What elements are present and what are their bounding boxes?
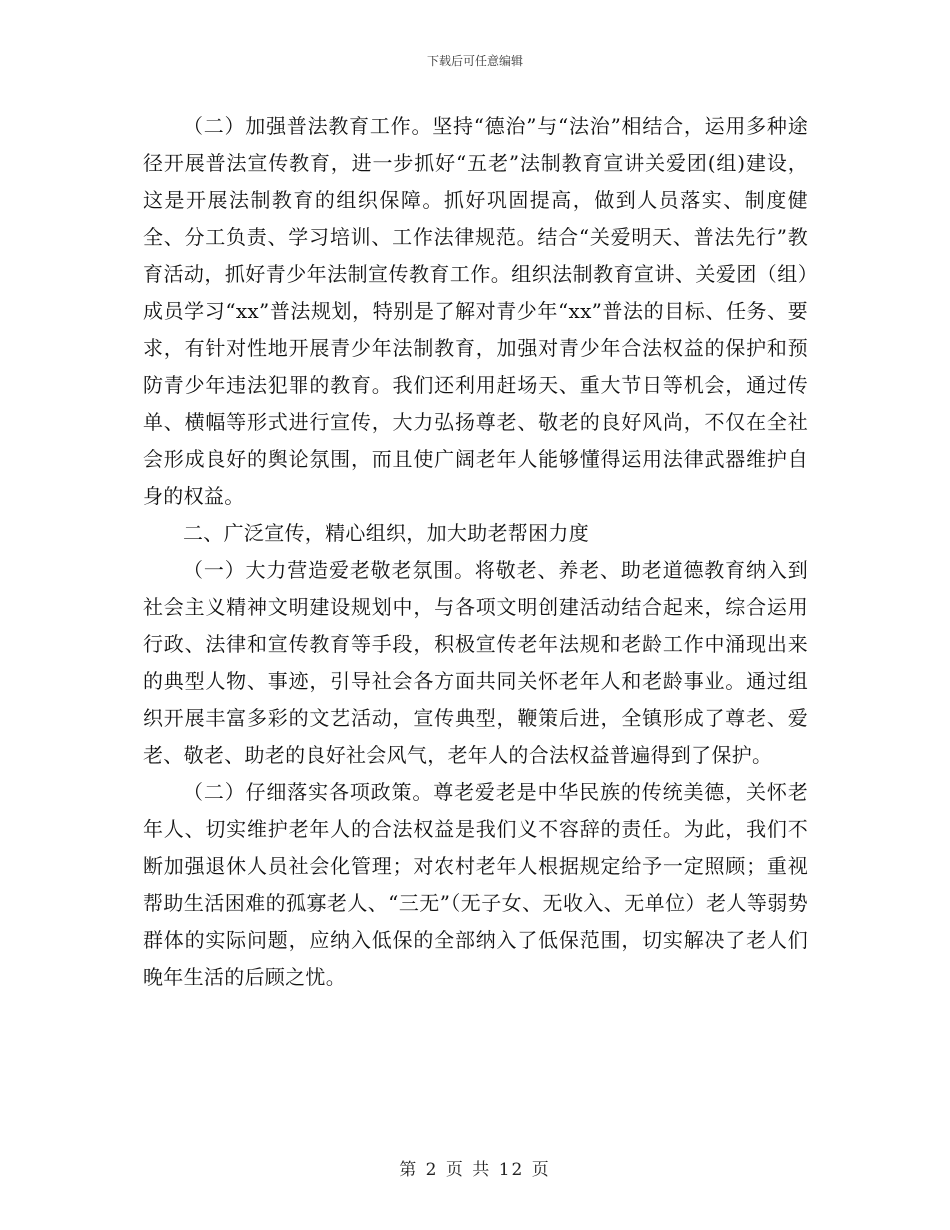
paragraph-legal-education: （二）加强普法教育工作。坚持“德治”与“法治”相结合，运用多种途径开展普法宣传教育，进一步抓好“五老”法制教育宣讲关爱团(组)建设，这是开展法制教育的组织保障。抓好巩固提高，做到人员落实、制度健全、分工负责、学习培训、工作法律规范。结合“关爱明天、普法先行”教育活动，抓好青少年法制宣传教育工作。组织法制教育宣讲、关爱团（组）成员学习“xx”普法规划，特别是了解对青少年“xx”普法的目标、任务、要求，有针对性地开展青少年法制教育，加强对青少年合法权益的保护和预防青少年违法犯罪的教育。我们还利用赶场天、重大节日等机会，通过传单、横幅等形式进行宣传，大力弘扬尊老、敬老的良好风尚，不仅在全社会形成良好的舆论氛围，而且使广阔老年人能够懂得运用法律武器维护自身的权益。 — [143, 114, 808, 508]
paragraph-policy-implementation: （二）仔细落实各项政策。尊老爱老是中华民族的传统美德，关怀老年人、切实维护老年人的合法权益是我们义不容辞的责任。为此，我们不断加强退休人员社会化管理；对农村老年人根据规定给予一定照顾；重视帮助生活困难的孤寡老人、“三无”（无子女、无收入、无单位）老人等弱势群体的实际问题，应纳入低保的全部纳入了低保范围，切实解决了老人们晚年生活的后顾之忧。 — [143, 780, 808, 989]
page-number: 第 2 页 共 12 页 — [399, 1160, 551, 1180]
document-body — [143, 108, 808, 996]
paragraph-respect-elderly-atmosphere: （一）大力营造爱老敬老氛围。将敬老、养老、助老道德教育纳入到社会主义精神文明建设规划中，与各项文明创建活动结合起来，综合运用行政、法律和宣传教育等手段，积极宣传老年法规和老龄工作中涌现出来的典型人物、事迹，引导社会各方面共同关怀老年人和老龄事业。通过组织开展丰富多彩的文艺活动，宣传典型，鞭策后进，全镇形成了尊老、爱老、敬老、助老的良好社会风气，老年人的合法权益普遍得到了保护。 — [143, 558, 808, 767]
section-heading-elderly-support: 二、广泛宣传，精心组织，加大助老帮困力度 — [183, 521, 589, 545]
page-header-note: 下载后可任意编辑 — [426, 54, 523, 68]
